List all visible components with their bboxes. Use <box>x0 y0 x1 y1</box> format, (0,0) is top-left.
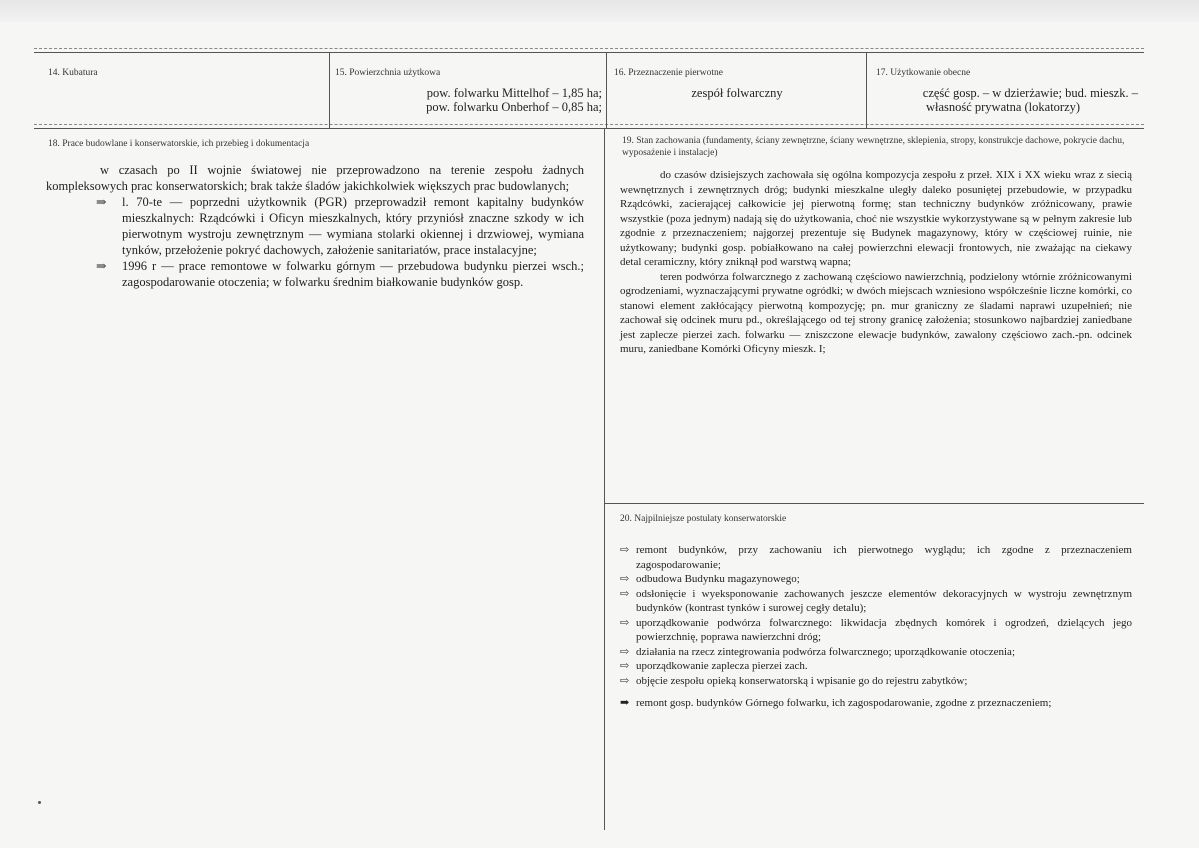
field-20-item-4-text: uporządkowanie podwórza folwarcznego: likwidacja zbędnych komórek i ogrodzeń, dzielących jego powierzchnię, poprawa nawierzchni dróg; <box>636 616 1132 643</box>
col-divider-main <box>604 128 605 830</box>
field-17-line-2: własność prywatna (lokatorzy) <box>925 100 1081 114</box>
field-18-item-2-text: 1996 r — prace remontowe w folwarku górnym — przebudowa budynku pierzei wsch.; zagospodarowanie otoczenia; w folwarku średnim białkowanie budynków gosp. <box>122 259 584 289</box>
col-divider-1 <box>329 52 330 128</box>
field-20-item-4 <box>620 616 1132 645</box>
field-19-paragraph-2: teren podwórza folwarcznego z zachowaną częściowo nawierzchnią, podzielony wtórnie zróżnicowanymi ogrodzeniami, wyznaczającymi prywatne ogródki; w dwóch miejscach wzniesiono współcześnie liczne komórki, co stanowi element zakłócający pierwotną kompozycję; pn. mur graniczny ze śladami naprawi uzupełnień; nie zachował się odcinek muru pd., określającego od tej strony granicę założenia; stosunkowo najbardziej zaniedbane jest zaplecze pierzei zach. folwarku — zniszczone elewacje budynków, zawalony częściowo zach.-pn. odcinek muru, zaniedbane Komórki Oficyny mieszk. I; <box>620 270 1132 355</box>
field-20-item-5 <box>620 645 1132 660</box>
field-20-label: 20. Najpilniejsze postulaty konserwatorskie <box>620 514 787 524</box>
field-20-extra-item-text: remont gosp. budynków Górnego folwarku, ich zagospodarowanie, zgodne z przeznaczeniem; <box>636 697 1052 709</box>
field-20-item-2 <box>620 572 1132 587</box>
solid-arrow-icon: ➡ <box>620 697 630 709</box>
field-20-list <box>620 543 1132 711</box>
form-top-border-faint <box>34 48 1144 49</box>
field-16-label: 16. Przeznaczenie pierwotne <box>614 68 723 78</box>
field-20-extra-item <box>620 696 1132 711</box>
field-18-item-1-text: l. 70-te — poprzedni użytkownik (PGR) przeprowadził remont kapitalny budynków mieszkalnych: Rządcówki i Oficyn mieszkalnych, który przyniósł znaczne szkody w ich pierwotnym wystroju zewnętrznym — wymiana stolarki okiennej i drzwiowej, wymiana tynków, przełożenie pokryć dachowych, założenie sanitariatów, prace instalacyjne; <box>122 195 584 257</box>
field-14-label: 14. Kubatura <box>48 68 98 78</box>
field-18-item-1 <box>96 194 584 258</box>
field-17-line-1: część gosp. – w dzierżawie; bud. mieszk. – <box>922 86 1138 100</box>
field-18-label: 18. Prace budowlane i konserwatorskie, ich przebieg i dokumentacja <box>48 139 310 149</box>
hollow-arrow-icon: ⇨ <box>620 645 630 658</box>
field-20-item-3-text: odsłonięcie i wyeksponowanie zachowanych jeszcze elementów dekoracyjnych w wystroju zewnętrznym budynków (kontrast tynków i surowej cegły detalu); <box>636 587 1132 614</box>
field-20-item-6-text: uporządkowanie zaplecza pierzei zach. <box>636 660 808 672</box>
hollow-arrow-icon: ⇨ <box>620 660 630 672</box>
field-15-label: 15. Powierzchnia użytkowa <box>335 68 441 78</box>
hollow-arrow-icon: ⇨ <box>620 587 630 600</box>
hollow-arrow-icon: ⇨ <box>620 544 630 556</box>
field-18-body <box>46 162 584 290</box>
field-20-item-7-text: objęcie zespołu opieką konserwatorską i wpisanie go do rejestru zabytków; <box>636 674 968 687</box>
field-16-value: zespół folwarczny <box>691 86 783 100</box>
col-divider-2 <box>606 52 607 128</box>
hollow-arrow-icon: ⇨ <box>620 573 630 585</box>
field-17-label: 17. Użytkowanie obecne <box>876 68 971 78</box>
double-arrow-icon: ⇒ <box>96 195 107 209</box>
row-divider-faint <box>34 124 1144 125</box>
field-20-item-5-text: działania na rzecz zintegrowania podwórza folwarcznego; uporządkowanie otoczenia; <box>636 645 1016 658</box>
field-20-item-1-text: remont budynków, przy zachowaniu ich pierwotnego wyglądu; ich zgodne z przeznaczeniem zagospodarowanie; <box>636 544 1132 571</box>
field-19-paragraph-1: do czasów dzisiejszych zachowała się ogólna kompozycja zespołu z przeł. XIX i XX wieku wraz z siecią wewnętrznych i zewnętrznych dróg; budynki mieszkalne uległy daleko posuniętej przebudowie, w przypadku Rządcówki, zacierającej całkowicie jej pierwotną formę; stan techniczny budynków zróżnicowany, prawie wszystkie (poza jednym) nadają się do użytkowania, choć nie wszystkie wykorzystywane są w pełnym zakresie lub zgodnie z przeznaczeniem; najgorzej prezentuje się Budynek magazynowy, który w częściowej ruinie, nie użytkowany; budynki gosp. pobiałkowano na całej powierzchni elewacji frontowych, nie zważając na ciekawy detal ceramiczny, który zniknął pod warstwą wapna; <box>620 169 1132 268</box>
field-20-item-1 <box>620 543 1132 572</box>
hollow-arrow-icon: ⇨ <box>620 616 630 629</box>
col-divider-3 <box>866 52 867 128</box>
field-20-item-3 <box>620 587 1132 616</box>
field-18-intro: w czasach po II wojnie światowej nie przeprowadzono na terenie zespołu żadnych kompleksowych prac konserwatorskich; brak także śladów jakichkolwiek większych prac budowlanych; <box>46 163 584 193</box>
field19-20-divider <box>604 503 1144 504</box>
field-20-item-2-text: odbudowa Budynku magazynowego; <box>636 573 800 585</box>
form-top-border <box>34 52 1144 53</box>
double-arrow-icon: ⇒ <box>96 259 107 273</box>
field-15-value <box>362 86 602 114</box>
field-19-body <box>620 168 1132 357</box>
field-18-list <box>96 194 584 290</box>
field-15-line-1: pow. folwarku Mittelhof – 1,85 ha; <box>426 86 602 100</box>
field-17-value <box>868 86 1138 114</box>
scan-top-margin <box>0 0 1199 22</box>
hollow-arrow-icon: ⇨ <box>620 674 630 687</box>
field-20-item-6 <box>620 659 1132 674</box>
row-divider <box>34 128 1144 129</box>
field-18-item-2 <box>96 258 584 290</box>
scan-speck <box>38 801 41 804</box>
field-20-item-7 <box>620 674 1132 689</box>
field-15-line-2: pow. folwarku Onberhof – 0,85 ha; <box>426 100 602 114</box>
field-19-label: 19. Stan zachowania (fundamenty, ściany zewnętrzne, ściany wewnętrzne, sklepienia, stropy, konstrukcje dachowe, pokrycie dachu, wyposażenie i instalacje) <box>622 136 1125 158</box>
